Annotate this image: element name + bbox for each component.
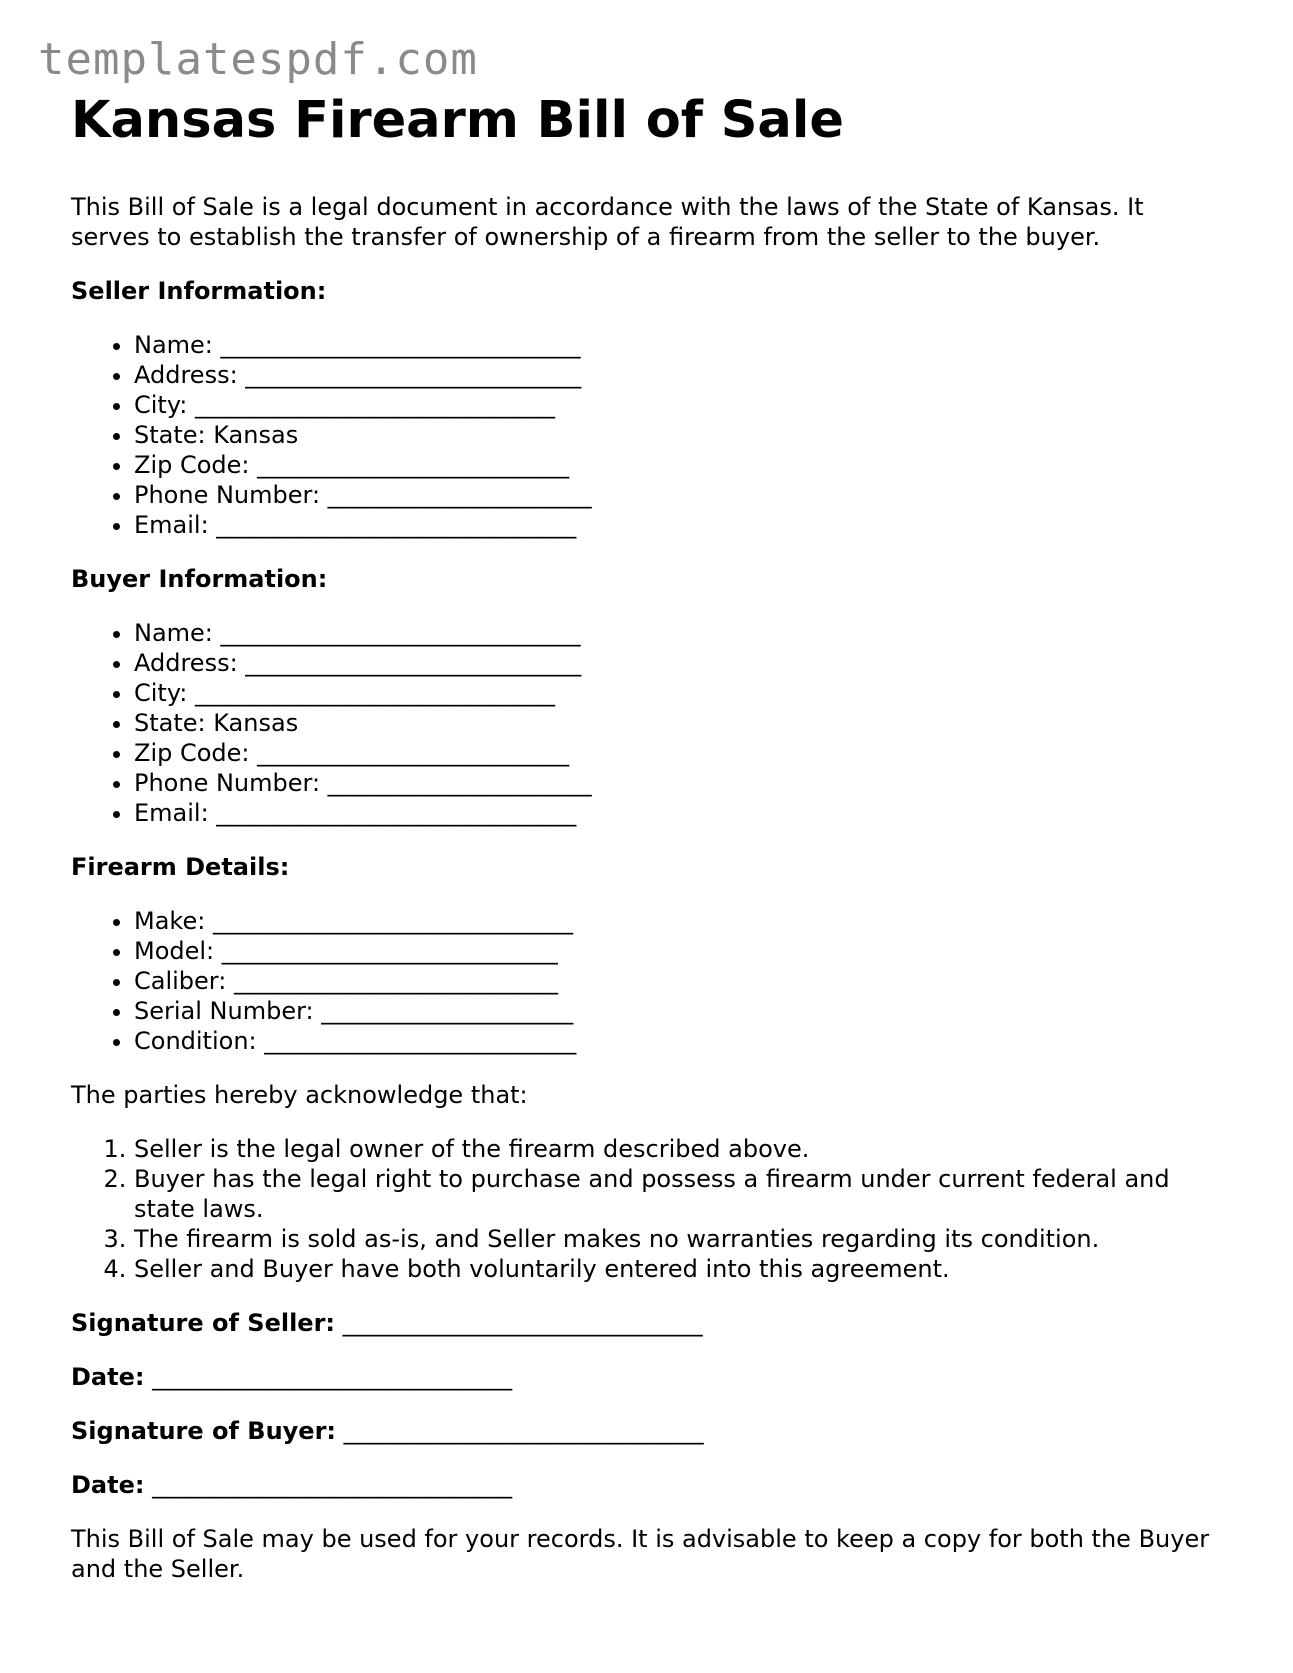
seller-name-field: • Name: ______________________________ [134,330,1221,360]
buyer-list [71,618,1221,828]
buyer-name-field: • Name: ______________________________ [134,618,1221,648]
seller-signature-label: Signature of Seller: [71,1309,336,1337]
seller-address-field: • Address: ____________________________ [134,360,1221,390]
buyer-phone-field: • Phone Number: ______________________ [134,768,1221,798]
seller-email-field: • Email: ______________________________ [134,510,1221,540]
buyer-address-field: • Address: ____________________________ [134,648,1221,678]
seller-signature-line [71,1308,1221,1338]
buyer-zip-field: • Zip Code: __________________________ [134,738,1221,768]
seller-state-field: • State: Kansas [134,420,1221,450]
acknowledge-item: 4. Seller and Buyer have both voluntarily entered into this agreement. [134,1254,1221,1284]
seller-signature-blank: ______________________________ [335,1309,703,1337]
seller-city-field: • City: ______________________________ [134,390,1221,420]
firearm-list [71,906,1221,1056]
buyer-date-label: Date: [71,1471,145,1499]
acknowledge-list [71,1134,1221,1284]
buyer-signature-line [71,1416,1221,1446]
buyer-heading: Buyer Information: [71,565,328,593]
firearm-serial-field: • Serial Number: _____________________ [134,996,1221,1026]
closing-paragraph: This Bill of Sale may be used for your records. It is advisable to keep a copy for both the Buyer and the Seller. [71,1525,1210,1583]
seller-list [71,330,1221,540]
buyer-signature-blank: ______________________________ [336,1417,704,1445]
buyer-signature-label: Signature of Buyer: [71,1417,337,1445]
buyer-date-line [71,1470,1221,1500]
acknowledge-lead: The parties hereby acknowledge that: [71,1081,528,1109]
seller-heading: Seller Information: [71,277,327,305]
page-title: Kansas Firearm Bill of Sale [71,91,844,150]
seller-zip-field: • Zip Code: __________________________ [134,450,1221,480]
buyer-city-field: • City: ______________________________ [134,678,1221,708]
acknowledge-item: 2. Buyer has the legal right to purchase and possess a firearm under current federal and state laws. [134,1164,1221,1224]
firearm-make-field: • Make: ______________________________ [134,906,1221,936]
intro-paragraph: This Bill of Sale is a legal document in accordance with the laws of the State of Kansas. It serves to establish the transfer of ownership of a firearm from the seller to the buyer. [71,193,1144,251]
firearm-caliber-field: • Caliber: ___________________________ [134,966,1221,996]
acknowledge-item: 3. The firearm is sold as-is, and Seller makes no warranties regarding its condition. [134,1224,1221,1254]
seller-date-line [71,1362,1221,1392]
seller-date-blank: ______________________________ [144,1363,513,1391]
buyer-state-field: • State: Kansas [134,708,1221,738]
firearm-heading: Firearm Details: [71,853,290,881]
buyer-email-field: • Email: ______________________________ [134,798,1221,828]
seller-phone-field: • Phone Number: ______________________ [134,480,1221,510]
firearm-model-field: • Model: ____________________________ [134,936,1221,966]
acknowledge-item: 1. Seller is the legal owner of the firearm described above. [134,1134,1221,1164]
buyer-date-blank: ______________________________ [144,1471,513,1499]
firearm-condition-field: • Condition: __________________________ [134,1026,1221,1056]
watermark-text: templatespdf.com [38,34,478,85]
seller-date-label: Date: [71,1363,145,1391]
document-page [71,88,1221,1584]
